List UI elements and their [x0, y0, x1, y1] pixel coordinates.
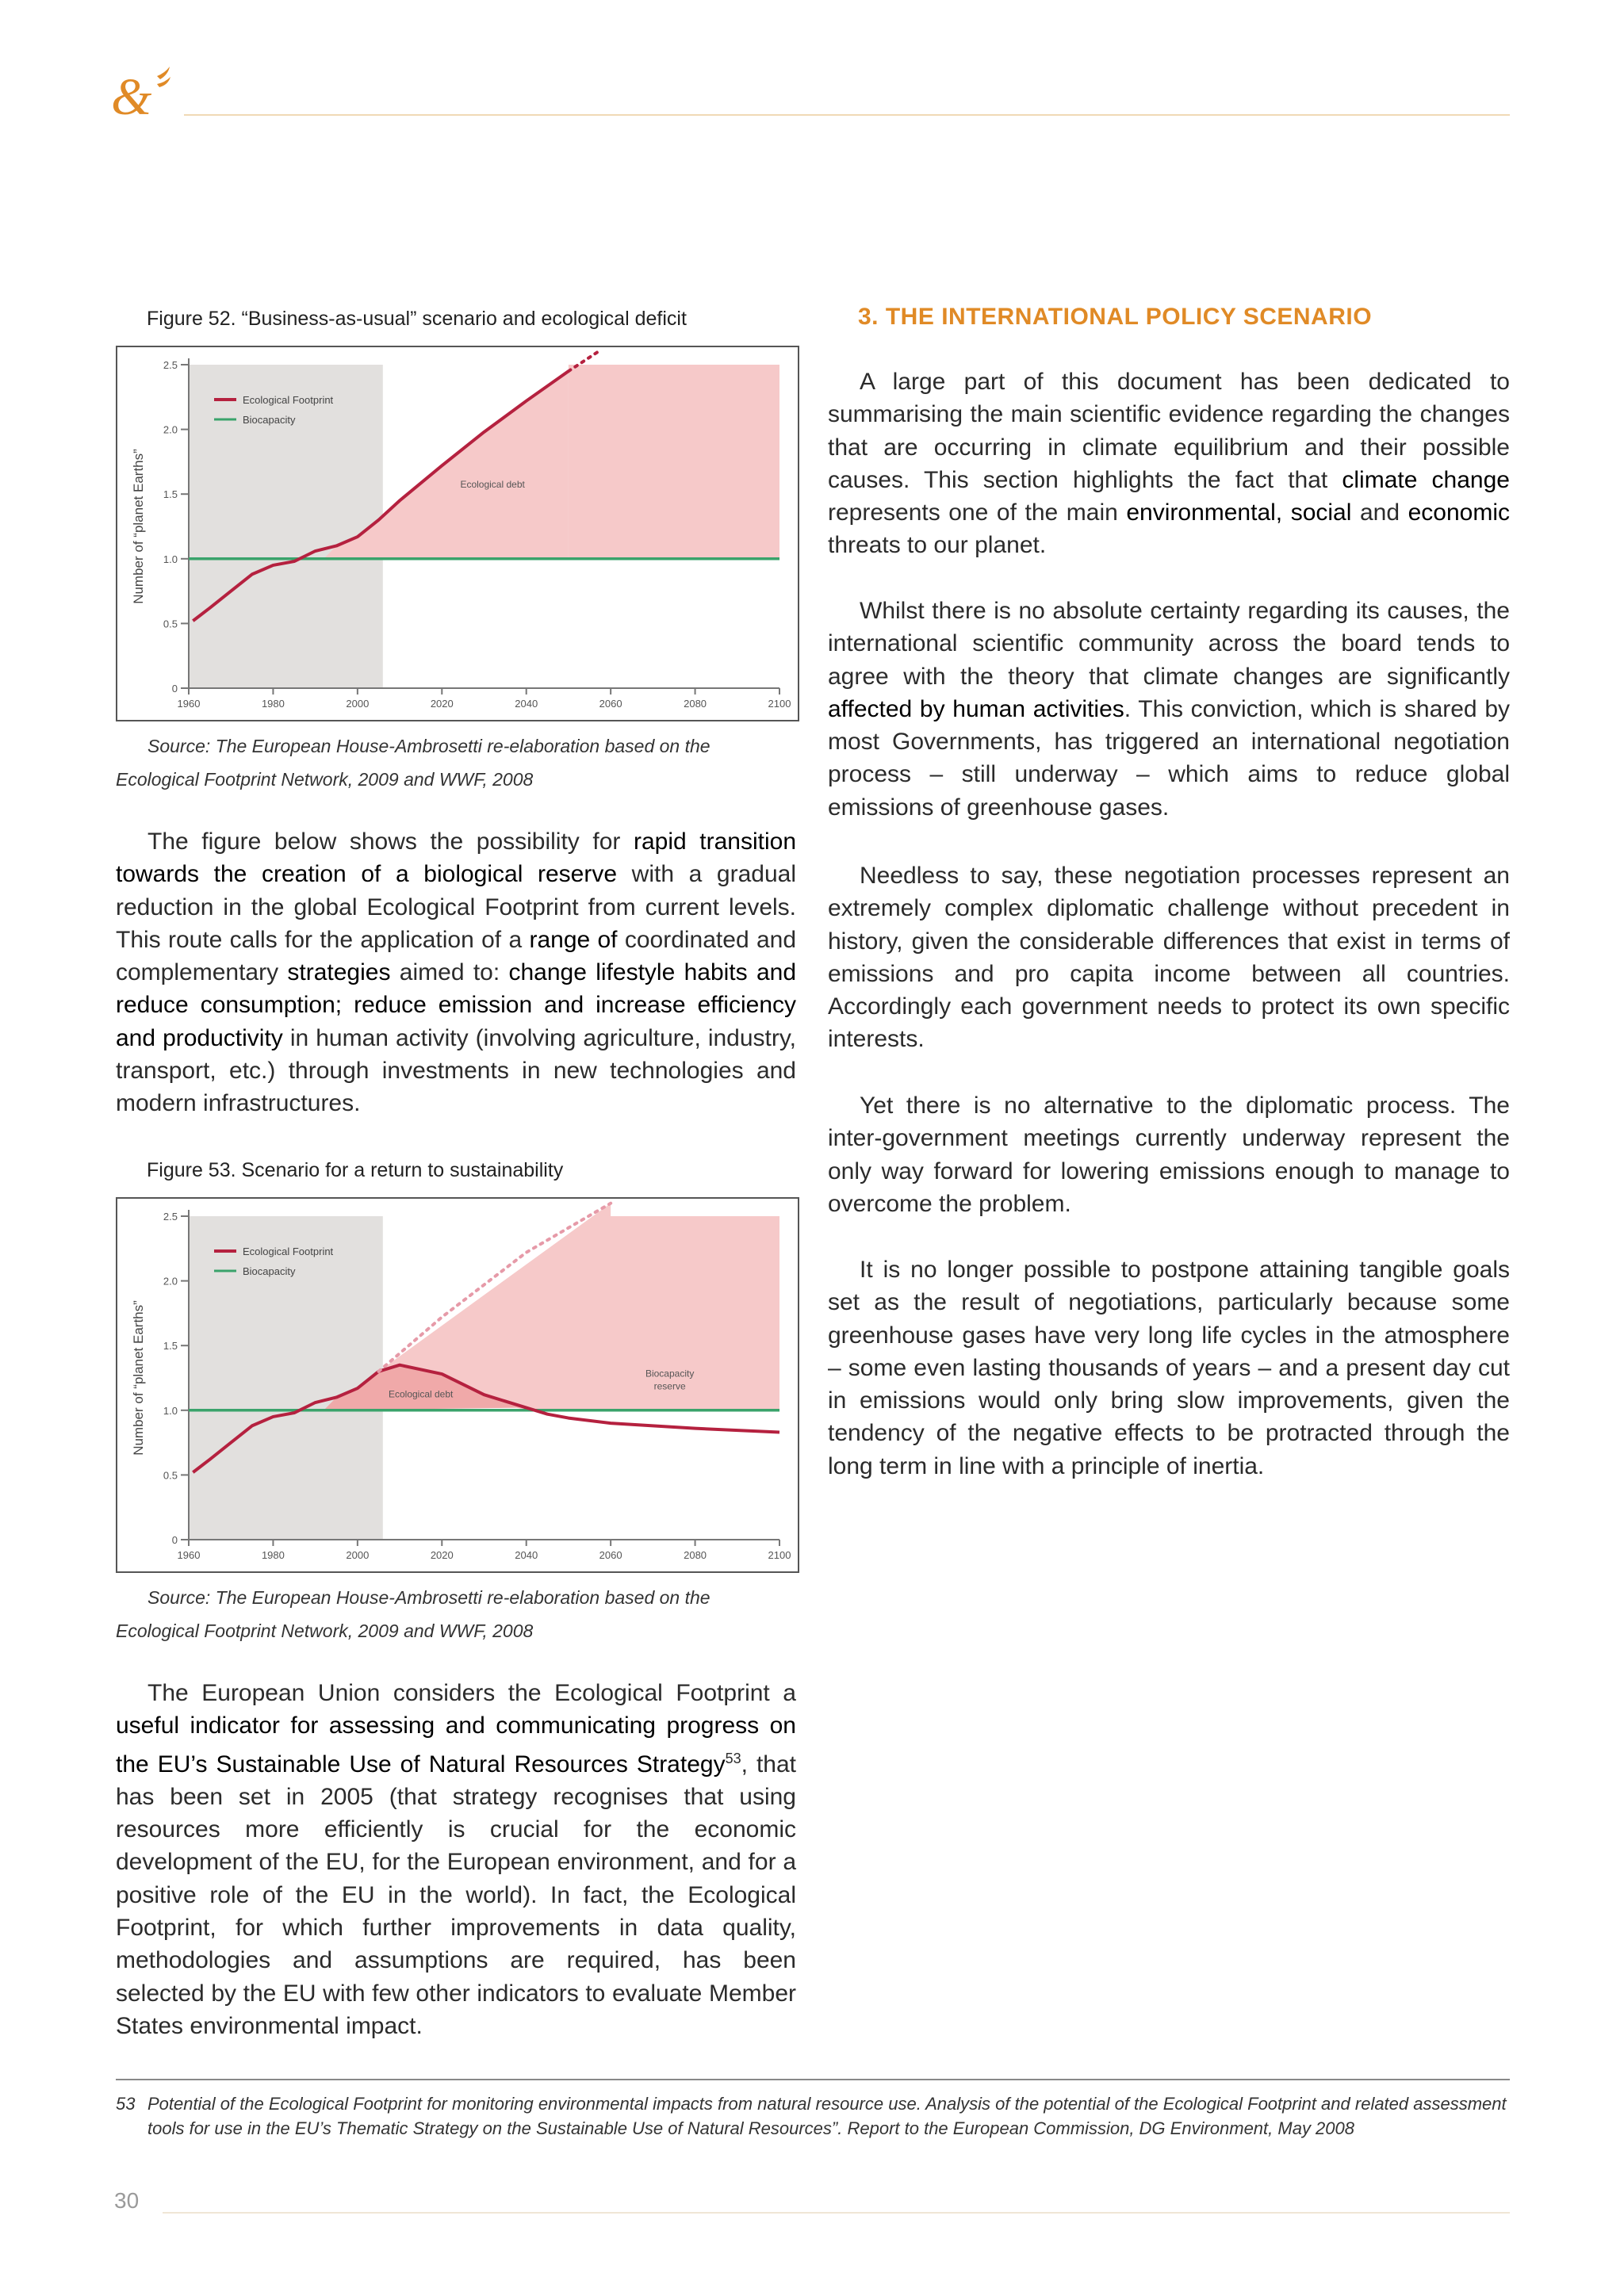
y-tick-label: 2.5 [163, 1211, 178, 1223]
footer-rule [163, 2212, 1510, 2214]
y-tick-label: 1.5 [163, 1340, 178, 1353]
x-tick-label: 2000 [346, 698, 370, 710]
x-tick-label: 1980 [261, 698, 285, 710]
x-tick-label: 1960 [177, 1549, 201, 1561]
publisher-logo [111, 67, 174, 122]
right-paragraph-3: Needless to say, these negotiation processes represent an extremely complex diplomatic challenge without precedent in history, given the considerable differences that exist in terms of emissions and pro capita income between all countries. Accordingly each government needs to protect its own specific interests. [828, 863, 1510, 1053]
figure-53-chart [116, 1197, 799, 1573]
x-tick-label: 2000 [346, 1549, 370, 1561]
x-tick-label: 2060 [599, 698, 622, 710]
y-tick-label: 1.0 [163, 1404, 178, 1417]
footnote-rule [116, 2079, 1510, 2080]
y-axis-label: Number of “planet Earths” [131, 449, 146, 604]
legend-biocapacity-label: Biocapacity [243, 414, 296, 426]
right-paragraph-5: It is no longer possible to postpone attaining tangible goals set as the result of negotiations, particularly because some greenhouse gases have very long life cycles in the atmosphere – some even lasting thousands of years – and a present day cut in emissions would only bring slow improvements, given the tendency of the negative effects to be protracted through the long term in line with a principle of inertia. [828, 1257, 1510, 1479]
figure-52-svg [117, 347, 798, 720]
page-number: 30 [114, 2188, 140, 2213]
emphasis-rapid-transition: rapid transition towards the creation of a biological reserve [116, 828, 797, 888]
right-paragraph-4: Yet there is no alternative to the diplomatic process. The inter-government meetings currently underway represent the only way forward for lowering emissions enough to manage to overcome the problem. [828, 1093, 1510, 1217]
figure-53-svg [117, 1199, 798, 1571]
figure-52-caption: Figure 52. “Business-as-usual” scenario and ecological deficit [147, 308, 687, 330]
footnote-ref-53[interactable]: 53 [725, 1750, 741, 1766]
x-tick-label: 2040 [515, 698, 538, 710]
left-paragraph-1: The figure below shows the possibility for rapid transition towards the creation of a biological reserve with a gradual reduction in the global Ecological Footprint from current levels. This route calls for the application of a range of coordinated and complementary strategies aimed to: change lifestyle habits and reduce consumption; reduce emission and increase efficiency and productivity in human activity (involving agriculture, industry, transport, etc.) through investments in new technologies and modern infrastructures. [116, 828, 797, 1117]
y-tick-label: 2.5 [163, 359, 178, 371]
header-rule [184, 114, 1510, 116]
x-tick-label: 1960 [177, 698, 201, 710]
x-tick-label: 2020 [430, 698, 454, 710]
figure-53-caption: Figure 53. Scenario for a return to sustainability [147, 1159, 564, 1181]
figure-53-source: Source: The European House-Ambrosetti re-elaboration based on the Ecological Footprint Network, 2009 and WWF, 2008 [116, 1587, 710, 1641]
annotation-line: Biocapacity [645, 1368, 695, 1380]
y-axis-label: Number of “planet Earths” [131, 1300, 146, 1456]
x-tick-label: 2080 [684, 698, 707, 710]
emphasis-human-activities: affected by human activities [828, 695, 1124, 722]
x-tick-label: 2080 [684, 1549, 707, 1561]
figure-52-source: Source: The European House-Ambrosetti re-elaboration based on the Ecological Footprint Network, 2009 and WWF, 2008 [116, 736, 710, 790]
figure-52-chart [116, 346, 799, 721]
legend-footprint-label: Ecological Footprint [243, 1246, 334, 1257]
x-tick-label: 2100 [768, 698, 791, 710]
y-tick-label: 0.5 [163, 618, 178, 630]
emphasis-climate-change: climate change [1342, 466, 1510, 493]
legend-footprint-label: Ecological Footprint [243, 394, 334, 406]
footnote [116, 2091, 1511, 2141]
footnote-text: Potential of the Ecological Footprint for monitoring environmental impacts from natural resource use. Analysis of the potential of the Ecological Footprint and related assessment tools for use in the EU’s Thematic Strategy on the Sustainable Use of Natural Resources”. Report to the European Commission, DG Environment, May 2008 [147, 2094, 1507, 2138]
x-tick-label: 1980 [261, 1549, 285, 1561]
y-tick-label: 0.5 [163, 1469, 178, 1482]
annotation-ecological-debt: Ecological debt [460, 479, 525, 491]
ampersand-logo-glyph: & [111, 68, 152, 122]
y-tick-label: 0 [171, 683, 178, 695]
y-tick-label: 1.0 [163, 553, 178, 565]
x-tick-label: 2040 [515, 1549, 538, 1561]
y-tick-label: 0 [171, 1534, 178, 1546]
wheat-leaf-icon [157, 67, 170, 87]
x-tick-label: 2060 [599, 1549, 622, 1561]
projection-debt-band [569, 365, 779, 559]
legend-biocapacity-label: Biocapacity [243, 1265, 296, 1277]
emphasis-change-lifestyle: change lifestyle habits and reduce consumption; reduce emission and increase efficiency and productivity [116, 959, 797, 1051]
y-tick-label: 2.0 [163, 423, 178, 436]
right-paragraph-2: Whilst there is no absolute certainty regarding its causes, the international scientific community across the board tends to agree with the theory that climate changes are significantly affected by human activities. This conviction, which is shared by most Governments, has triggered an international negotiation process – still underway – which aims to reduce global emissions of greenhouse gases. [828, 598, 1511, 821]
right-paragraph-1: A large part of this document has been dedicated to summarising the main scientific evidence regarding the changes that are occurring in climate equilibrium and their possible causes. This section highlights the fact that climate change represents one of the main environmental, social and economic threats to our planet. [828, 369, 1510, 559]
x-tick-label: 2100 [768, 1549, 791, 1561]
x-tick-label: 2020 [430, 1549, 454, 1561]
emphasis-useful-indicator: useful indicator for assessing and communicating progress on the EU’s Sustainable Use of Natural Resources Strategy [116, 1712, 796, 1777]
section-heading: 3. THE INTERNATIONAL POLICY SCENARIO [858, 304, 1373, 330]
left-paragraph-2: The European Union considers the Ecological Footprint a useful indicator for assessing and communicating progress on the EU’s Sustainable Use of Natural Resources Strategy$^{53}$, that has been set in 2005 (that strategy recognises that using resources more efficiently is crucial for the economic development of the EU, for the European environment, and for a positive role of the EU in the world). In fact, the Ecological Footprint, for which further improvements in data quality, methodologies and assumptions are required, has been selected by the EU with few other indicators to evaluate Member States environmental impact. [116, 1680, 796, 2039]
y-tick-label: 1.5 [163, 488, 178, 501]
annotation-line: reserve [653, 1380, 686, 1392]
footnote-number: 53 [116, 2094, 136, 2114]
y-tick-label: 2.0 [163, 1275, 178, 1288]
annotation-ecological-debt: Ecological debt [388, 1388, 454, 1400]
